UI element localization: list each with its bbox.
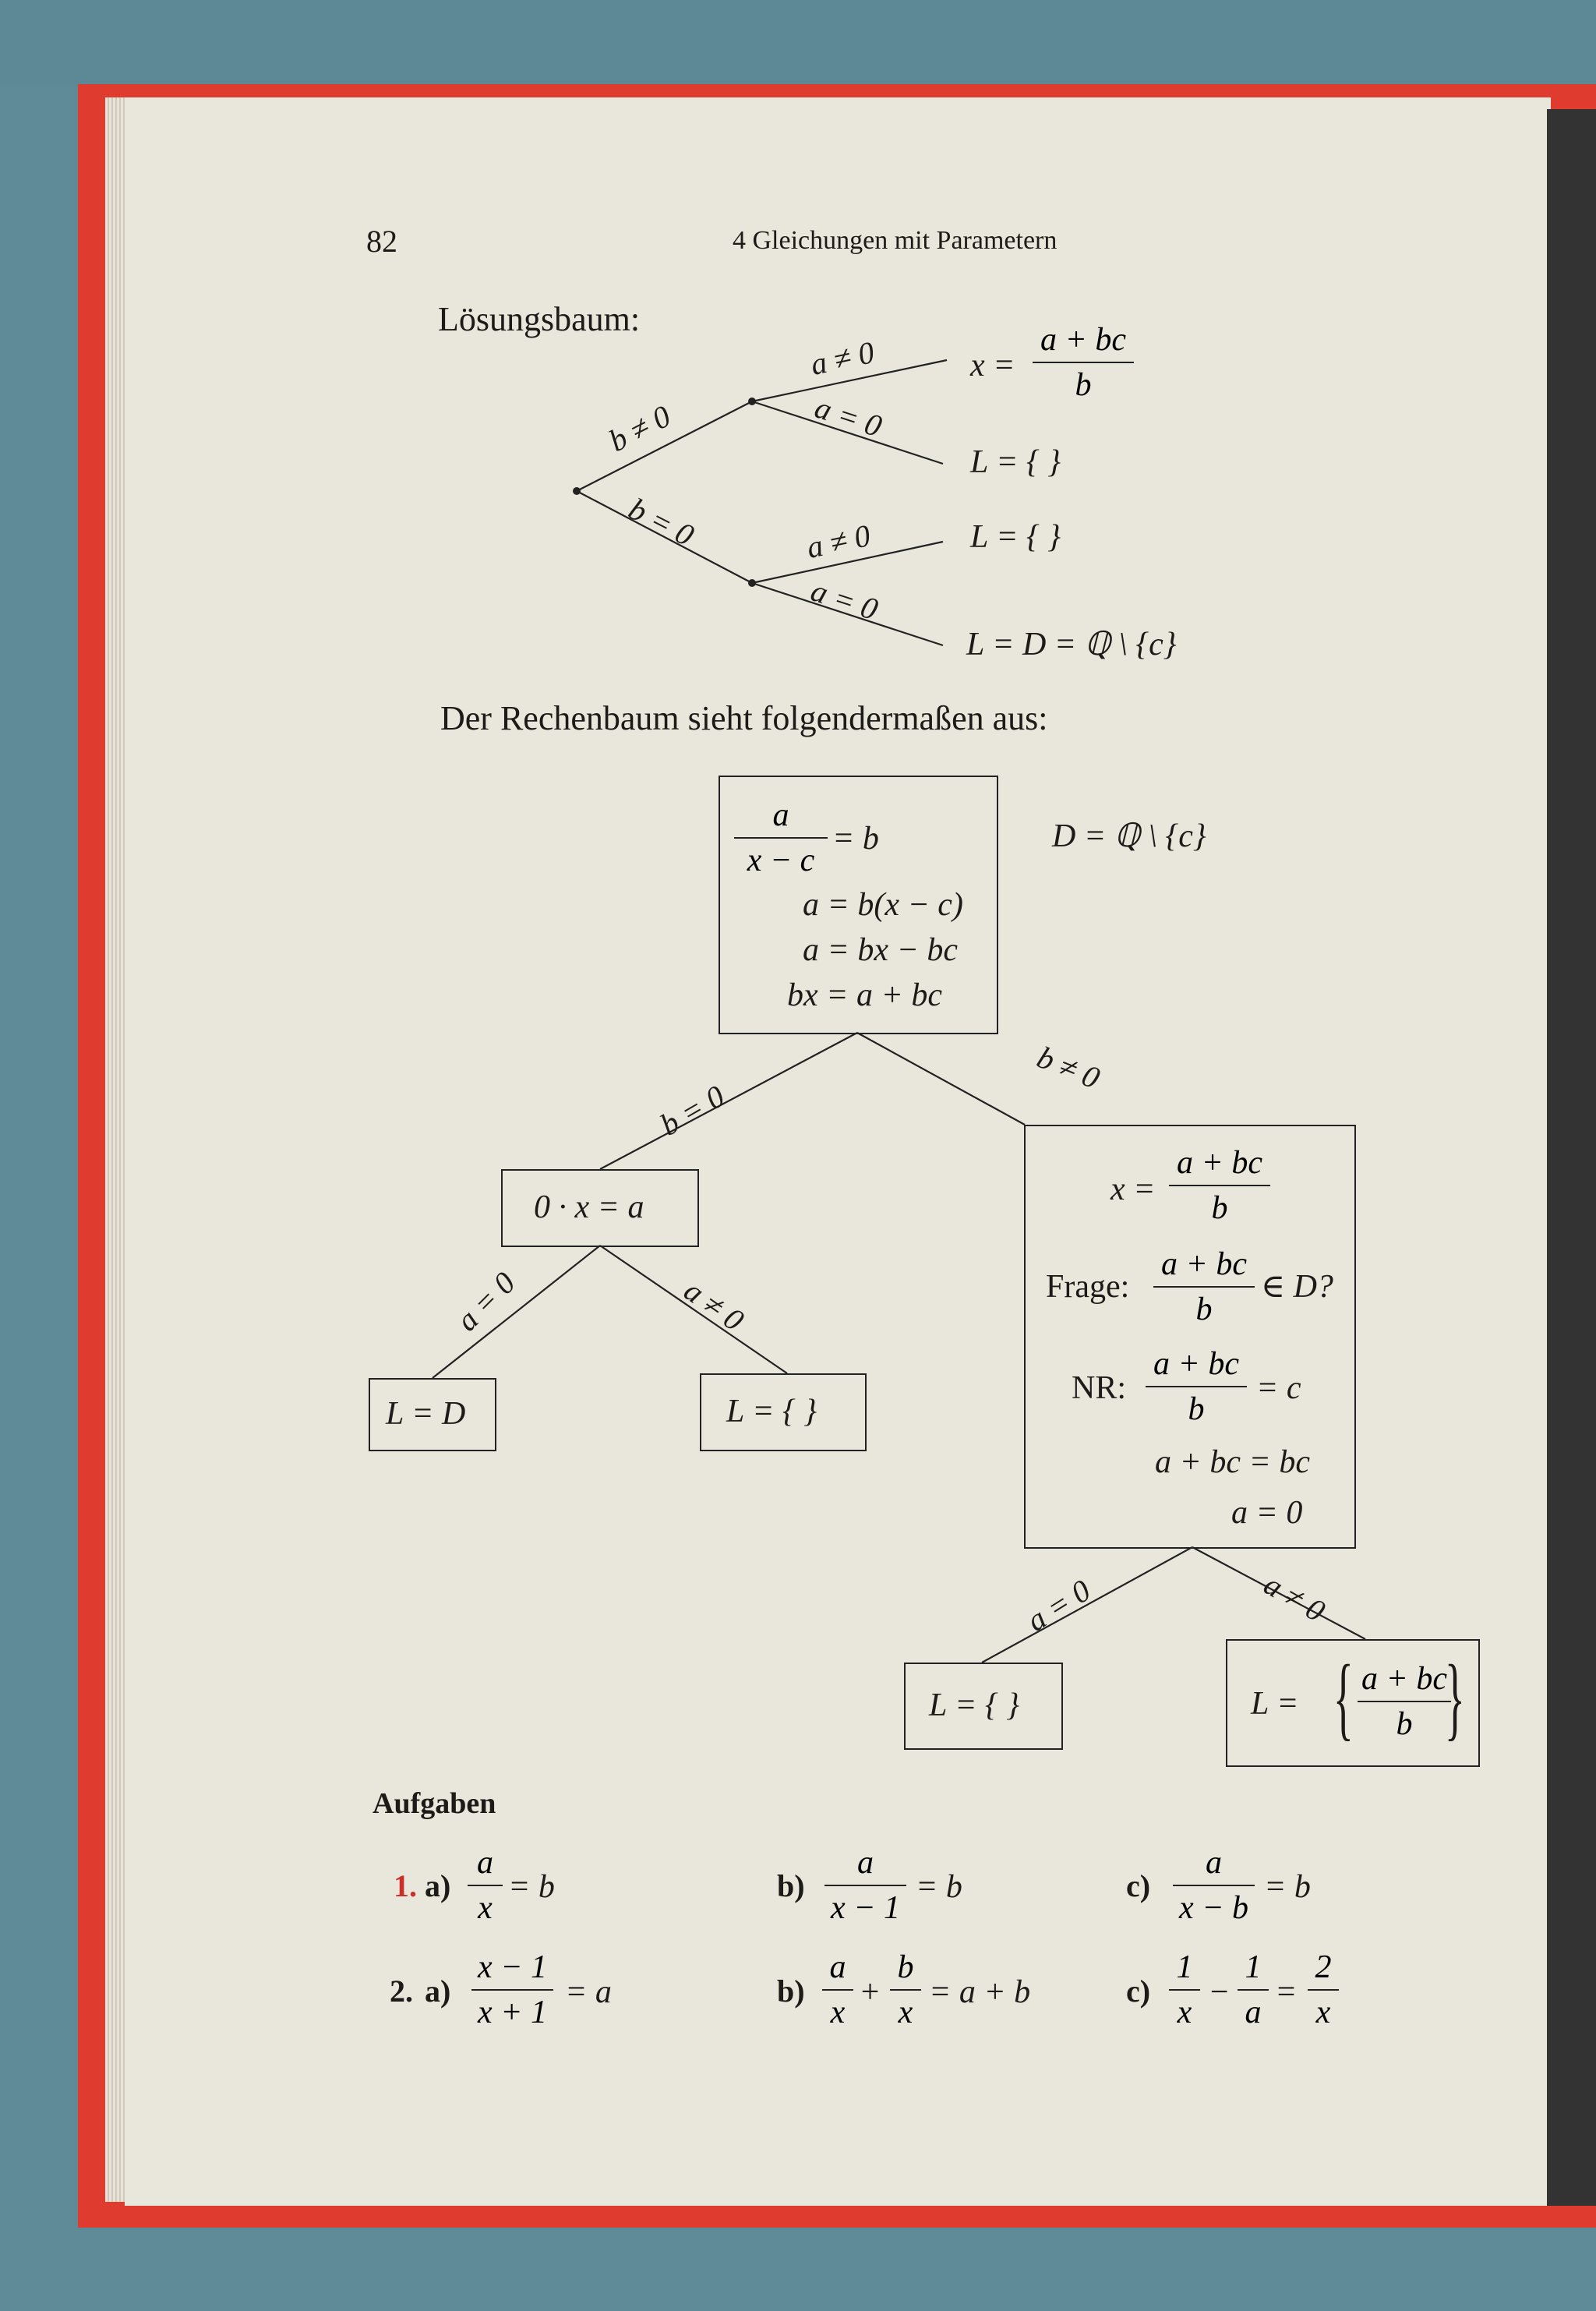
task-2c-eq: =	[1275, 1974, 1298, 2010]
task-1a-label: a)	[425, 1868, 451, 1903]
right-x-fraction	[1169, 1144, 1270, 1227]
task-2b-plus: +	[859, 1974, 881, 2010]
frage-rhs: ∈ D?	[1261, 1269, 1333, 1305]
task-1c-rhs: = b	[1264, 1869, 1311, 1905]
fraction-denominator: a	[1245, 1995, 1262, 2030]
edge-a-neq-0-2: a ≠ 0	[803, 517, 874, 566]
right-brace: }	[1444, 1645, 1465, 1749]
fraction-denominator: x − 1	[831, 1890, 900, 1926]
task-2c-fraction-2	[1238, 1949, 1269, 2031]
edge-a-eq-0-2: a = 0	[807, 572, 882, 627]
task-2c-fraction-3	[1308, 1949, 1339, 2031]
task-1c-fraction	[1173, 1844, 1255, 1927]
fraction-denominator: x	[478, 1890, 493, 1926]
fraction-numerator: x − 1	[478, 1949, 547, 1985]
fraction-denominator: b	[1075, 367, 1092, 403]
left-box-equation: 0 · x = a	[534, 1189, 644, 1225]
fraction-numerator: b	[897, 1949, 914, 1985]
task-2b-fraction-1	[822, 1949, 853, 2031]
fraction-numerator: a	[829, 1949, 846, 1985]
edge-a-neq-0-left: a ≠ 0	[677, 1272, 750, 1338]
task-2a-rhs: = a	[565, 1974, 612, 2010]
edge-b-eq-0-calc: b = 0	[654, 1078, 731, 1143]
task-1b-rhs: = b	[916, 1869, 962, 1905]
fraction-denominator: b	[1188, 1391, 1205, 1427]
top-domain: D = ℚ \ {c}	[1052, 818, 1206, 854]
nr-rhs: = c	[1256, 1370, 1301, 1406]
page-number: 82	[366, 224, 397, 259]
fraction-numerator: a	[477, 1845, 493, 1881]
fraction-numerator: 1	[1245, 1949, 1262, 1985]
task-2-number: 2.	[390, 1974, 413, 2009]
task-2c-label: c)	[1126, 1974, 1151, 2009]
frage-label: Frage:	[1046, 1269, 1130, 1305]
running-head: 4 Gleichungen mit Parametern	[733, 226, 1058, 255]
task-1c-label: c)	[1126, 1868, 1151, 1903]
fraction-denominator: x − b	[1179, 1890, 1248, 1926]
fraction-numerator: 1	[1176, 1949, 1193, 1985]
fraction-denominator: b	[1195, 1292, 1213, 1327]
task-1a-rhs: = b	[508, 1869, 555, 1905]
leaf-solution-L: L =	[1251, 1686, 1299, 1722]
fraction-denominator: x	[1177, 1995, 1192, 2030]
right-line-zero: a = 0	[1231, 1495, 1303, 1531]
fraction-numerator: a	[772, 797, 789, 833]
fraction-numerator: a	[857, 1845, 874, 1881]
fraction-numerator: a + bc	[1161, 1246, 1247, 1282]
top-fraction-rhs: = b	[832, 821, 879, 857]
task-2b-label: b)	[777, 1974, 805, 2009]
task-2a-fraction	[471, 1949, 553, 2031]
leaf-L-equals-D: L = D	[386, 1396, 466, 1432]
leaf-domain-set: L = D = ℚ \ {c}	[966, 627, 1177, 663]
task-2b-rhs: = a + b	[929, 1974, 1031, 2010]
nr-label: NR:	[1072, 1370, 1127, 1406]
top-line-4: bx = a + bc	[787, 977, 942, 1013]
leaf-empty-set-left: L = { }	[726, 1394, 817, 1429]
left-brace: {	[1333, 1645, 1354, 1749]
right-x-lhs: x =	[1110, 1171, 1156, 1207]
leaf-empty-set-right: L = { }	[929, 1687, 1020, 1723]
frage-fraction	[1153, 1246, 1255, 1328]
tasks-title: Aufgaben	[373, 1787, 496, 1820]
section-title-rechenbaum: Der Rechenbaum sieht folgendermaßen aus:	[440, 699, 1048, 737]
task-1b-label: b)	[777, 1868, 805, 1903]
edge-b-eq-0: b = 0	[623, 490, 700, 553]
top-fraction	[734, 797, 828, 879]
leaf-empty-set-2: L = { }	[970, 519, 1061, 555]
edge-b-neq-0: b ≠ 0	[603, 398, 676, 459]
top-line-2: a = b(x − c)	[803, 887, 963, 923]
edge-a-neq-0-right: a ≠ 0	[1258, 1566, 1331, 1629]
fraction-denominator: b	[1211, 1190, 1228, 1226]
fraction-numerator: a + bc	[1040, 322, 1126, 358]
edge-a-neq-0: a ≠ 0	[807, 334, 877, 383]
task-2b-fraction-2	[890, 1949, 921, 2031]
fraction-denominator: b	[1396, 1706, 1413, 1742]
leaf-solution-fraction	[1358, 1660, 1451, 1743]
task-2c-minus: −	[1208, 1974, 1231, 2010]
fraction-denominator: x − c	[747, 843, 815, 878]
edge-b-neq-0-calc: b ≠ 0	[1032, 1039, 1105, 1096]
edge-a-eq-0-left: a = 0	[449, 1264, 522, 1338]
task-2c-fraction-1	[1169, 1949, 1200, 2031]
fraction-denominator: x	[898, 1995, 913, 2030]
fraction-denominator: x	[830, 1995, 846, 2030]
fraction-denominator: x + 1	[478, 1995, 547, 2030]
edge-a-eq-0: a = 0	[810, 389, 886, 444]
fraction-denominator: x	[1315, 1995, 1331, 2030]
leaf-empty-set-1: L = { }	[970, 444, 1061, 480]
right-line-sum: a + bc = bc	[1155, 1444, 1310, 1480]
fraction-numerator: a + bc	[1177, 1145, 1262, 1181]
fraction-numerator: a	[1206, 1845, 1222, 1881]
result-x-lhs: x =	[970, 348, 1015, 383]
section-title-loesungsbaum: Lösungsbaum:	[438, 300, 641, 338]
edge-a-eq-0-right: a = 0	[1020, 1572, 1097, 1638]
task-2a-label: a)	[425, 1974, 451, 2009]
result-x-fraction	[1033, 321, 1134, 404]
task-1a-fraction	[468, 1844, 503, 1927]
top-line-3: a = bx − bc	[803, 932, 958, 968]
nr-fraction	[1146, 1345, 1247, 1428]
task-1-number: 1.	[394, 1868, 417, 1903]
fraction-numerator: 2	[1315, 1949, 1332, 1985]
fraction-numerator: a + bc	[1153, 1346, 1239, 1382]
task-1b-fraction	[824, 1844, 906, 1927]
fraction-numerator: a + bc	[1361, 1661, 1447, 1697]
